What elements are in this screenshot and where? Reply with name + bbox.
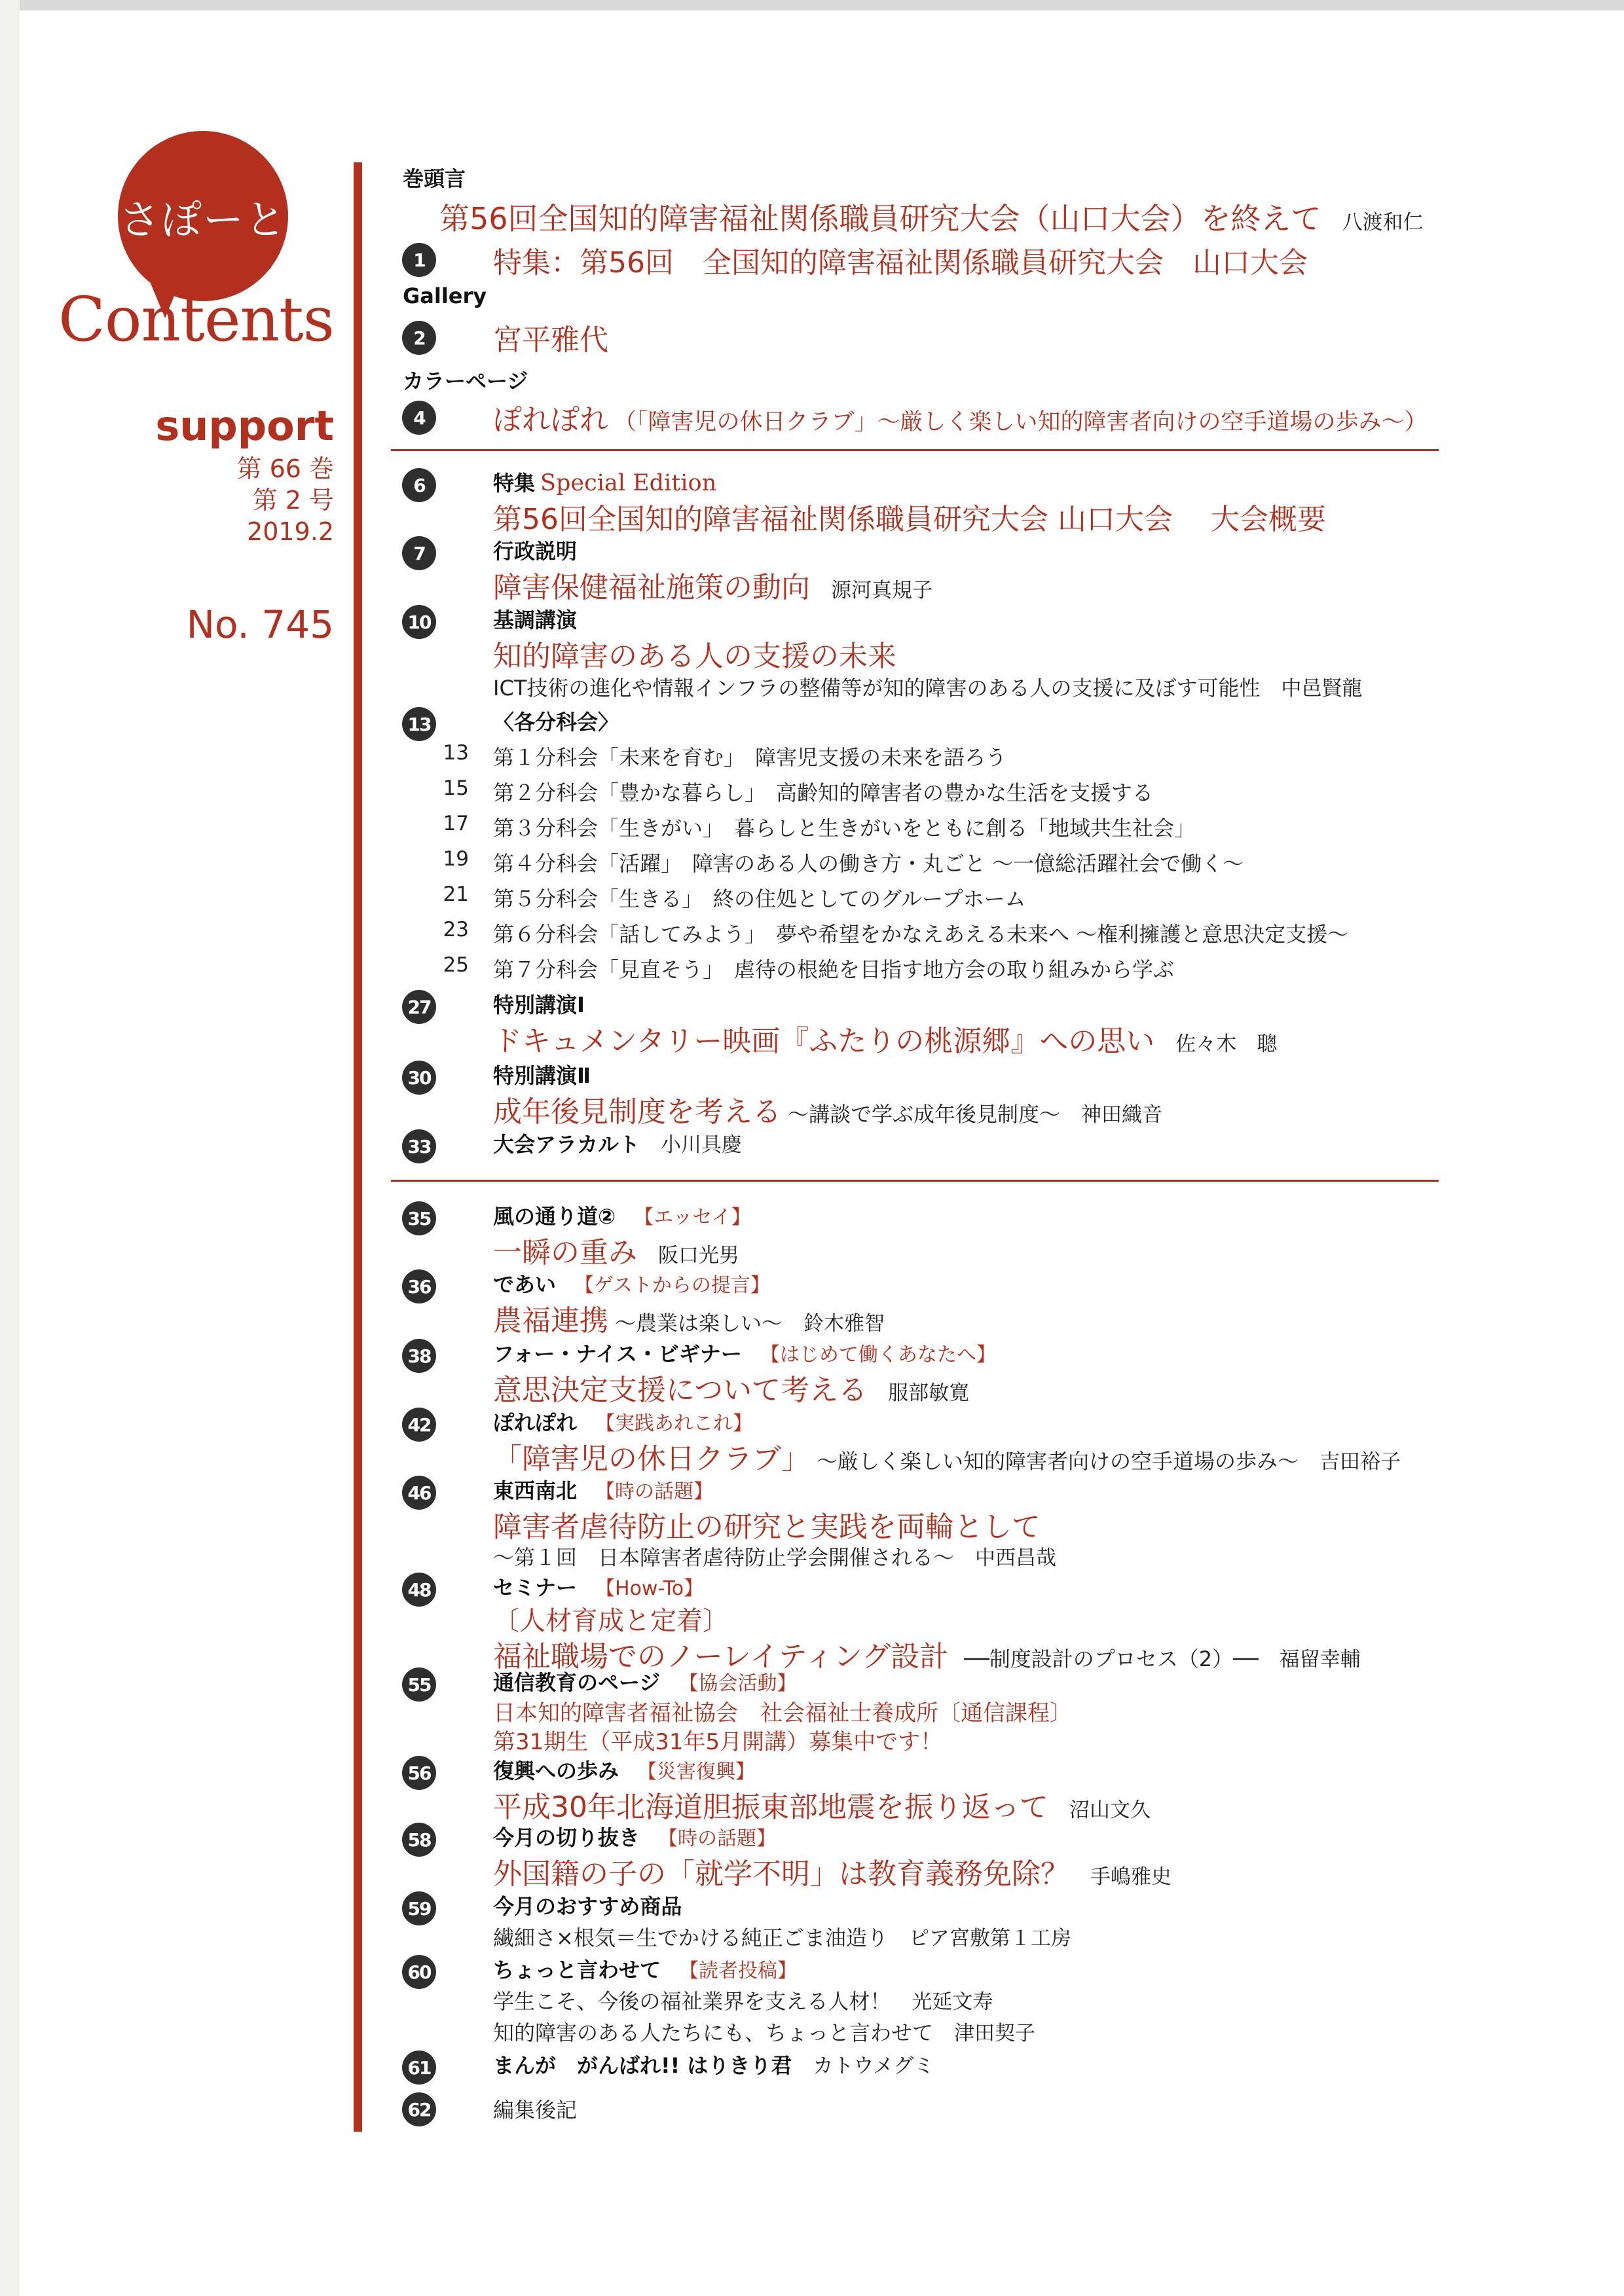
- session-text: 第５分科会「生きる」 終の住処としてのグループホーム: [493, 886, 1026, 911]
- session-text: 第４分科会「活躍」 障害のある人の働き方・丸ごと 〜一億総活躍社会で働く〜: [493, 851, 1244, 876]
- letter-item[interactable]: [493, 2016, 1035, 2047]
- entry-label: まんが がんばれ!! はりきり君: [493, 2053, 792, 2078]
- entry-subtitle: 〜第１回 日本障害者虐待防止学会開催される〜: [493, 1545, 955, 1570]
- page-number-badge: 56: [402, 1756, 436, 1790]
- session-page: 13: [443, 741, 469, 765]
- page-number-badge: 48: [402, 1573, 436, 1607]
- entry-title: 平成30年北海道胆振東部地震を振り返って: [493, 1791, 1048, 1824]
- page-number-badge: 4: [402, 401, 436, 435]
- page-number-badge: 62: [402, 2092, 436, 2126]
- entry-label: ちょっと言わせて: [493, 1958, 661, 1982]
- session-item[interactable]: [393, 918, 1454, 951]
- session-page: 17: [443, 812, 469, 835]
- page-number-badge: 36: [402, 1269, 436, 1303]
- page-number-badge: 33: [402, 1129, 436, 1163]
- entry-title: 福祉職場でのノーレイティング設計: [493, 1640, 949, 1673]
- page-number-badge: 30: [402, 1061, 436, 1095]
- entry-category: 【災害復興】: [637, 1760, 756, 1783]
- entry-subtitle: 繊細さ×根気＝生でかける純正ごま油造り: [493, 1925, 888, 1950]
- entry-title: 知的障害のある人の支援の未来: [493, 640, 896, 673]
- session-page: 19: [443, 847, 469, 871]
- entry-label: 大会アラカルト: [493, 1132, 640, 1157]
- page-number-badge: 59: [402, 1891, 436, 1925]
- letter-author: 津田契子: [954, 2022, 1036, 2045]
- entry-title: ドキュメンタリー映画『ふたりの桃源郷』への思い: [493, 1025, 1155, 1058]
- entry-author: 手嶋雅史: [1090, 1865, 1172, 1889]
- entry-title: 宮平雅代: [493, 323, 608, 357]
- entry-label: 今月のおすすめ商品: [493, 1894, 682, 1919]
- section-label: カラーページ: [403, 369, 528, 393]
- entry-author: 中西昌哉: [975, 1546, 1057, 1570]
- entry-author: 服部敏寛: [888, 1381, 970, 1405]
- entry-title: 第56回全国知的障害福祉関係職員研究大会 山口大会 大会概要: [493, 503, 1326, 536]
- entry-category: 【時の話題】: [595, 1480, 714, 1503]
- volume: 第 66 巻: [236, 454, 334, 483]
- entry-label: 風の通り道②: [493, 1204, 616, 1229]
- page-number-badge: 35: [402, 1201, 436, 1235]
- session-item[interactable]: [393, 812, 1454, 845]
- entry-label: 通信教育のページ: [493, 1670, 661, 1695]
- session-text: 第１分科会「未来を育む」 障害児支援の未来を語ろう: [493, 745, 1007, 770]
- entry-author: 沼山文久: [1069, 1798, 1151, 1822]
- number: 第 2 号: [252, 486, 334, 515]
- session-text: 第２分科会「豊かな暮らし」 高齢知的障害者の豊かな生活を支援する: [493, 780, 1154, 805]
- issue-number: No. 745: [186, 602, 334, 647]
- page-number-badge: 6: [402, 468, 436, 502]
- session-item[interactable]: [393, 776, 1454, 809]
- session-item[interactable]: [393, 847, 1454, 880]
- entry-label: 復興への歩み: [493, 1758, 619, 1783]
- entry-title: 障害者虐待防止の研究と実践を両輪として: [493, 1510, 1041, 1544]
- entry-label: 〈各分科会〉: [493, 710, 619, 735]
- session-item[interactable]: [393, 741, 1454, 774]
- date: 2019.2: [247, 517, 334, 546]
- entry-label: 特別講演Ⅱ: [493, 1063, 591, 1088]
- entry-author: 阪口光男: [658, 1244, 739, 1267]
- page-number-badge: 13: [402, 707, 436, 741]
- entry-label: 巻頭言: [403, 166, 466, 191]
- page-number-badge: 1: [402, 243, 436, 277]
- logo-bubble: さぽーと: [118, 131, 288, 301]
- entry-category: 【はじめて働くあなたへ】: [760, 1343, 996, 1366]
- entry-subtitle: 〜講談で学ぶ成年後見制度〜: [788, 1102, 1061, 1127]
- entry-author: 吉田裕子: [1320, 1450, 1401, 1474]
- entry-author: 八渡和仁: [1342, 211, 1424, 234]
- entry-title: ぽれぽれ: [493, 403, 608, 437]
- page-number-badge: 27: [402, 990, 436, 1024]
- contents-heading: Contents: [58, 284, 334, 355]
- session-page: 21: [443, 883, 469, 906]
- entry-label: 基調講演: [493, 608, 578, 632]
- entry-title-line: 日本知的障害者福祉協会 社会福祉士養成所〔通信課程〕: [493, 1700, 1072, 1726]
- entry-title: 特集：第56回 全国知的障害福祉関係職員研究大会 山口大会: [493, 246, 1308, 280]
- entry-category: 【読者投稿】: [679, 1959, 798, 1982]
- entry-category: 【ゲストからの提言】: [574, 1274, 770, 1297]
- letter-item[interactable]: [493, 1985, 993, 2015]
- entry-title: 意思決定支援について考える: [493, 1374, 868, 1407]
- entry-label: セミナー: [493, 1575, 578, 1600]
- entry-author: 佐々木 聰: [1175, 1032, 1278, 1056]
- letter-author: 光延文寿: [912, 1990, 993, 2014]
- entry-label: フォー・ナイス・ビギナー: [493, 1341, 742, 1366]
- entry-label: 特別講演Ⅰ: [493, 993, 585, 1017]
- section-label: Gallery: [403, 283, 487, 308]
- letter-title: 学生こそ、今後の福祉業界を支える人材！: [493, 1989, 891, 2014]
- entry-subtitle: 〜厳しく楽しい知的障害者向けの空手道場の歩み〜: [817, 1449, 1299, 1474]
- entry-author: ピア宮敷第１工房: [908, 1927, 1071, 1950]
- entry-subtitle: ──制度設計のプロセス（2）──: [964, 1647, 1259, 1671]
- page-number-badge: 38: [402, 1339, 436, 1373]
- entry-author: 福留幸輔: [1279, 1648, 1361, 1671]
- entry-title: 農福連携: [493, 1304, 608, 1338]
- entry-title: 「障害児の休日クラブ」: [493, 1442, 810, 1476]
- entry-category: 【協会活動】: [678, 1672, 797, 1695]
- session-page: 25: [443, 953, 469, 977]
- entry-title: 一瞬の重み: [493, 1236, 637, 1269]
- entry-subtitle: ICT技術の進化や情報インフラの整備等が知的障害のある人の支援に及ぼす可能性: [493, 676, 1261, 701]
- session-item[interactable]: [393, 953, 1454, 986]
- session-item[interactable]: [393, 883, 1454, 915]
- session-page: 23: [443, 918, 469, 941]
- entry-label: 今月の切り抜き: [493, 1825, 640, 1850]
- entry-author: 中邑賢龍: [1281, 677, 1363, 701]
- entry-title: 成年後見制度を考える: [493, 1095, 781, 1129]
- session-page: 15: [443, 776, 469, 800]
- entry-title-prefix: 〔人材育成と定着〕: [493, 1606, 729, 1636]
- page-number-badge: 10: [402, 605, 436, 639]
- session-text: 第６分科会「話してみよう」 夢や希望をかなえあえる未来へ 〜権利擁護と意思決定支援〜: [493, 922, 1349, 947]
- entry-author: 鈴木雅智: [803, 1312, 885, 1336]
- letter-title: 知的障害のある人たちにも、ちょっと言わせて: [493, 2020, 934, 2045]
- entry-label: 特集: [493, 471, 536, 496]
- page-number-badge: 42: [402, 1408, 436, 1442]
- entry-subtitle: （「障害児の休日クラブ」〜厳しく楽しい知的障害者向けの空手道場の歩み〜）: [614, 409, 1428, 435]
- entry-author: 神田織音: [1081, 1103, 1163, 1127]
- session-text: 第３分科会「生きがい」 暮らしと生きがいをともに創る「地域共生社会」: [493, 816, 1196, 841]
- entry-label: 東西南北: [493, 1478, 578, 1503]
- entry-author: カトウメグミ: [813, 2054, 934, 2078]
- entry-label-en: Special Edition: [540, 470, 717, 496]
- entry-label: であい: [493, 1272, 557, 1297]
- page-number-badge: 60: [402, 1955, 436, 1989]
- entry-category: 【実践あれこれ】: [595, 1412, 753, 1435]
- entry-author: 小川具慶: [661, 1133, 743, 1157]
- entry-category: 【How-To】: [595, 1577, 704, 1600]
- page-number-badge: 58: [402, 1823, 436, 1857]
- entry-subtitle: 〜農業は楽しい〜: [615, 1311, 783, 1336]
- entry-author: 源河真規子: [831, 579, 932, 602]
- page-number-badge: 61: [402, 2050, 436, 2085]
- entry-label: 行政説明: [493, 539, 578, 564]
- entry-title: 第56回全国知的障害福祉関係職員研究大会（山口大会）を終えて: [439, 201, 1321, 236]
- entry-category: 【エッセイ】: [634, 1206, 751, 1229]
- page-number-badge: 46: [402, 1476, 436, 1510]
- entry-label: ぽれぽれ: [493, 1410, 578, 1435]
- entry-title: 編集後記: [493, 2098, 578, 2123]
- page-number-badge: 55: [402, 1667, 436, 1702]
- entry-title: 障害保健福祉施策の動向: [493, 571, 810, 604]
- magazine-name: support: [155, 402, 334, 450]
- session-text: 第７分科会「見直そう」 虐待の根絶を目指す地方会の取り組みから学ぶ: [493, 957, 1175, 982]
- page-number-badge: 2: [402, 321, 436, 355]
- entry-category: 【時の話題】: [658, 1827, 777, 1850]
- entry-title-line: 第31期生（平成31年5月開講）募集中です！: [493, 1729, 943, 1755]
- entry-title: 外国籍の子の「就学不明」は教育義務免除？: [493, 1857, 1069, 1891]
- page-number-badge: 7: [402, 536, 436, 570]
